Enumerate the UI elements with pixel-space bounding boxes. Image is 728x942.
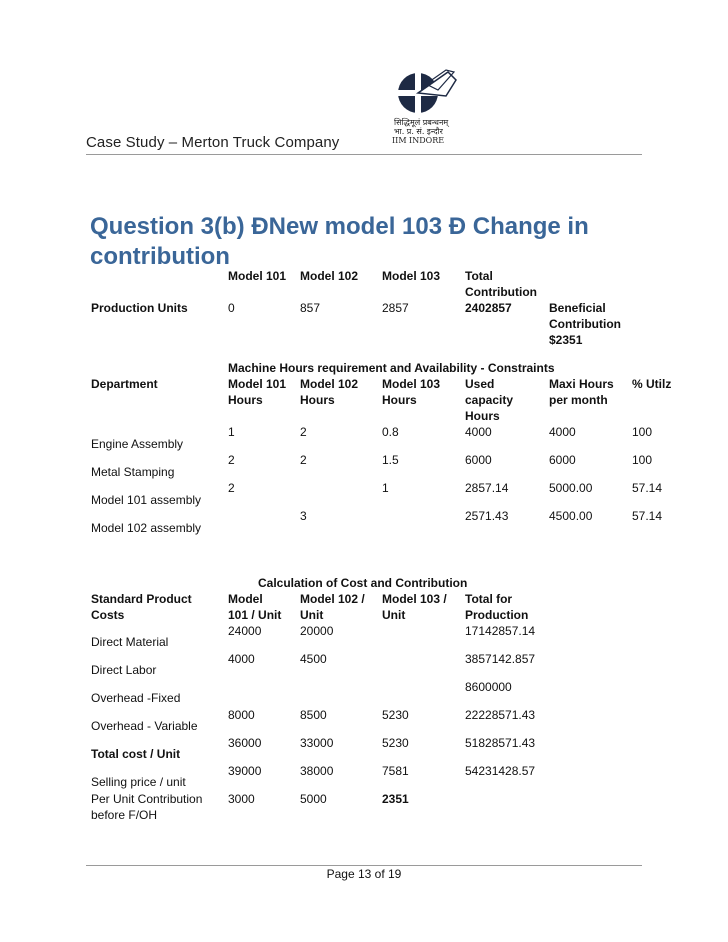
beneficial-contribution-value: $2351 — [549, 333, 583, 347]
row-label-direct-labor: Direct Labor — [91, 663, 157, 677]
table-cell: 8000 — [228, 708, 255, 722]
table-cell: 2571.43 — [465, 509, 509, 523]
table-cell: 3000 — [228, 792, 255, 806]
table-cell: 24000 — [228, 624, 262, 638]
mh-col-utilization: % Utilz — [632, 377, 672, 391]
production-units-label: Production Units — [91, 301, 188, 315]
mh-col-used-hours: Hours — [465, 409, 500, 423]
table-cell: 2 — [300, 425, 307, 439]
table-cell: 1 — [228, 425, 235, 439]
mh-col-model-101: Model 101 — [228, 377, 287, 391]
table-cell: 4500.00 — [549, 509, 593, 523]
row-label-engine-assembly: Engine Assembly — [91, 437, 184, 451]
table-cell: 20000 — [300, 624, 334, 638]
cost-col-total: Total for — [465, 592, 513, 606]
table-cell: 38000 — [300, 764, 334, 778]
beneficial-label: Beneficial — [549, 301, 606, 315]
row-label-selling-price: Selling price / unit — [91, 775, 186, 789]
prod-value-model-101: 0 — [228, 301, 235, 315]
table-cell: 36000 — [228, 736, 262, 750]
table-cell: 8600000 — [465, 680, 512, 694]
row-label-overhead-fixed: Overhead -Fixed — [91, 691, 181, 705]
machine-hours-title: Machine Hours requirement and Availability - Constraints — [228, 361, 555, 375]
cost-col-model-102-unit: Unit — [300, 608, 324, 622]
row-label-metal-stamping: Metal Stamping — [91, 465, 175, 479]
table-cell: 100 — [632, 453, 653, 467]
question-heading-line2: contribution — [90, 243, 230, 270]
table-cell: 5230 — [382, 708, 409, 722]
table-cell: 1 — [382, 481, 389, 495]
department-label: Department — [91, 377, 158, 391]
table-cell: 57.14 — [632, 509, 663, 523]
mh-col-per-month: per month — [549, 393, 608, 407]
mh-col-model-102: Model 102 — [300, 377, 359, 391]
row-label-overhead-variable: Overhead - Variable — [91, 719, 198, 733]
cost-col-model-101: Model — [228, 592, 263, 606]
table-cell: 6000 — [465, 453, 492, 467]
table-cell: 39000 — [228, 764, 262, 778]
table-cell: 17142857.14 — [465, 624, 536, 638]
table-cell: 7581 — [382, 764, 409, 778]
row-label-direct-material: Direct Material — [91, 635, 169, 649]
row-label-before-foh: before F/OH — [91, 808, 158, 822]
prod-header-model-102: Model 102 — [300, 269, 359, 283]
cost-col-model-103: Model 103 / — [382, 592, 447, 606]
prod-header-contribution: Contribution — [465, 285, 537, 299]
mh-col-used-capacity: capacity — [465, 393, 514, 407]
beneficial-contribution-label: Contribution — [549, 317, 621, 331]
iim-indore-logo — [390, 66, 470, 146]
cost-col-model-101-unit: 101 / Unit — [228, 608, 282, 622]
cost-col-production: Production — [465, 608, 529, 622]
prod-value-model-102: 857 — [300, 301, 321, 315]
table-cell: 5000 — [300, 792, 327, 806]
prod-value-model-103: 2857 — [382, 301, 409, 315]
logo-motto: सिद्धिमूलं प्रबन्धनम् — [394, 118, 449, 127]
cost-row-header: Standard Product — [91, 592, 192, 606]
table-cell: 54231428.57 — [465, 764, 536, 778]
prod-header-model-103: Model 103 — [382, 269, 441, 283]
table-cell: 51828571.43 — [465, 736, 536, 750]
row-label-model-101-assembly: Model 101 assembly — [91, 493, 202, 507]
table-cell: 22228571.43 — [465, 708, 536, 722]
table-cell: 5000.00 — [549, 481, 593, 495]
footer-divider — [86, 865, 642, 866]
row-label-total-cost-unit: Total cost / Unit — [91, 747, 181, 761]
table-cell: 6000 — [549, 453, 576, 467]
prod-value-total: 2402857 — [465, 301, 512, 315]
prod-header-total: Total — [465, 269, 493, 283]
table-cell: 2857.14 — [465, 481, 509, 495]
table-cell: 3 — [300, 509, 307, 523]
mh-col-model-103-hours: Hours — [382, 393, 417, 407]
table-cell: 4000 — [549, 425, 576, 439]
header-divider — [86, 154, 642, 155]
logo-emblem-icon — [390, 66, 470, 120]
table-cell: 8500 — [300, 708, 327, 722]
document-header-title: Case Study – Merton Truck Company — [86, 134, 340, 151]
cost-row-header-costs: Costs — [91, 608, 125, 622]
table-cell: 2 — [228, 481, 235, 495]
mh-col-model-103: Model 103 — [382, 377, 441, 391]
row-label-per-unit-contribution: Per Unit Contribution — [91, 792, 203, 806]
cost-section-title: Calculation of Cost and Contribution — [258, 576, 468, 590]
question-heading-line1: Question 3(b) ÐNew model 103 Ð Change in — [90, 213, 589, 240]
table-cell: 4000 — [465, 425, 492, 439]
cost-col-model-103-unit: Unit — [382, 608, 406, 622]
table-cell: 4000 — [228, 652, 255, 666]
logo-english-name: IIM INDORE — [392, 136, 445, 145]
mh-col-model-101-hours: Hours — [228, 393, 263, 407]
prod-header-model-101: Model 101 — [228, 269, 287, 283]
table-cell: 2 — [228, 453, 235, 467]
table-cell: 4500 — [300, 652, 327, 666]
table-cell: 100 — [632, 425, 653, 439]
mh-col-used: Used — [465, 377, 495, 391]
mh-col-maxi-hours: Maxi Hours — [549, 377, 614, 391]
page-number: Page 13 of 19 — [326, 867, 402, 881]
table-cell: 3857142.857 — [465, 652, 536, 666]
table-cell: 2 — [300, 453, 307, 467]
mh-col-model-102-hours: Hours — [300, 393, 335, 407]
table-cell: 1.5 — [382, 453, 399, 467]
row-label-model-102-assembly: Model 102 assembly — [91, 521, 202, 535]
table-cell: 57.14 — [632, 481, 663, 495]
cost-col-model-102: Model 102 / — [300, 592, 365, 606]
table-cell: 2351 — [382, 792, 409, 806]
table-cell: 0.8 — [382, 425, 399, 439]
logo-hindi-name: भा. प्र. सं. इन्दौर — [394, 127, 443, 136]
table-cell: 33000 — [300, 736, 334, 750]
table-cell: 5230 — [382, 736, 409, 750]
